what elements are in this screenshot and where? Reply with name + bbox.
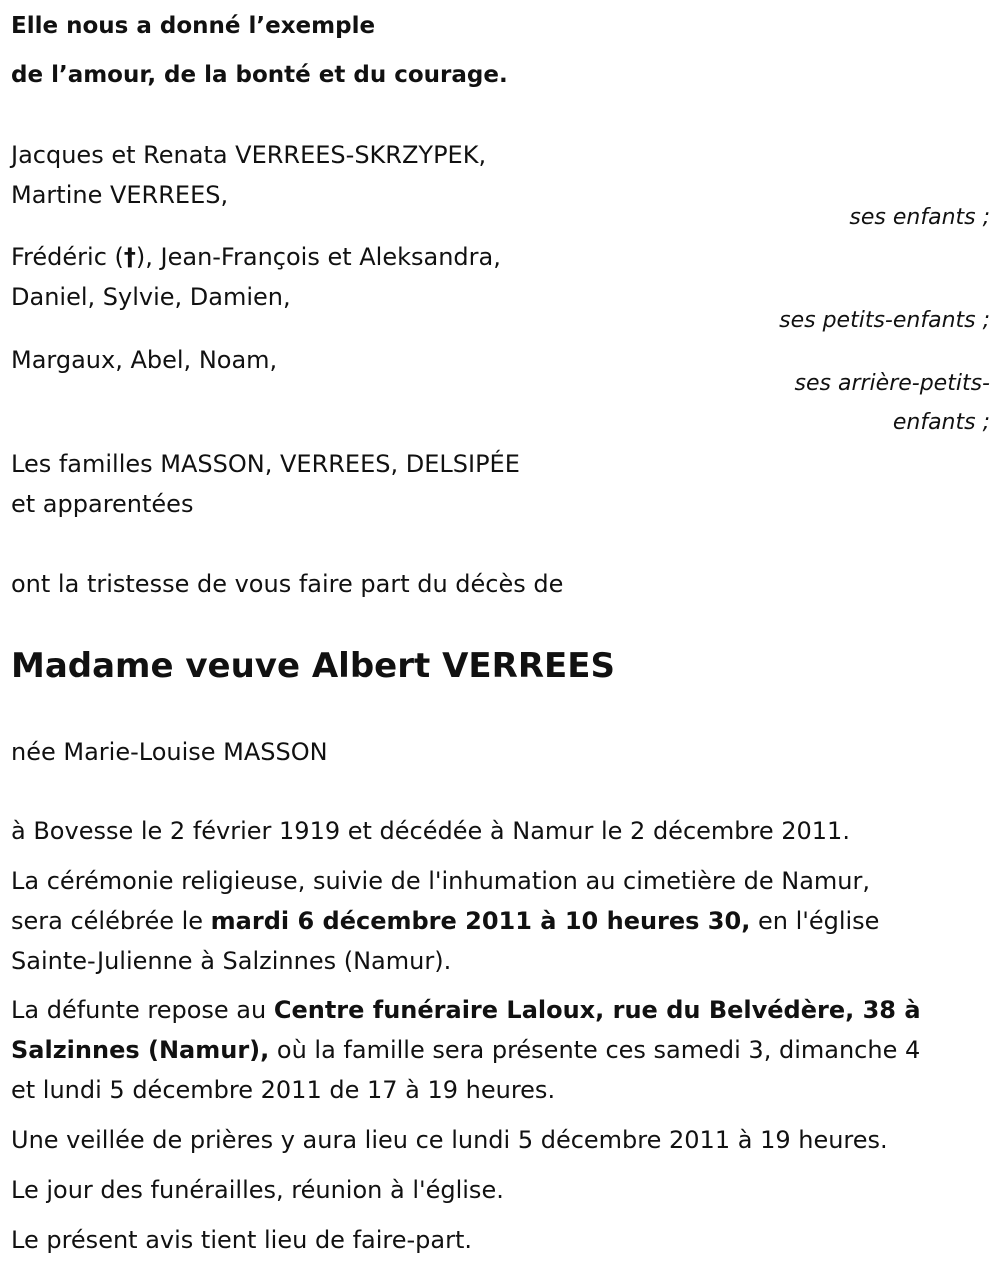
ceremony-line-2-prefix: sera célébrée le: [11, 907, 211, 935]
ceremony-line-1: La cérémonie religieuse, suivie de l'inhumation au cimetière de Namur,: [11, 867, 870, 895]
repose-line-3: et lundi 5 décembre 2011 de 17 à 19 heures.: [11, 1076, 556, 1104]
grandchildren-line-1: [11, 243, 501, 271]
funeral-meeting-text: Le jour des funérailles, réunion à l'église.: [11, 1176, 504, 1204]
verse-line-2: de l’amour, de la bonté et du courage.: [11, 62, 508, 88]
families-line-1: Les familles MASSON, VERREES, DELSIPÉE: [11, 450, 520, 478]
greatgrandchildren-line-1: Margaux, Abel, Noam,: [11, 346, 278, 374]
grandchildren-line-1-end: ), Jean-François et Aleksandra,: [135, 243, 501, 271]
children-line-1: Jacques et Renata VERREES-SKRZYPEK,: [11, 141, 487, 169]
grandchildren-relation: ses petits-enfants ;: [779, 308, 990, 333]
greatgrandchildren-relation-2: enfants ;: [892, 410, 990, 435]
greatgrandchildren-relation-1: ses arrière-petits-: [794, 371, 990, 396]
ceremony-line-2-suffix: en l'église: [750, 907, 880, 935]
families-line-2: et apparentées: [11, 490, 194, 518]
children-line-2: Martine VERREES,: [11, 181, 229, 209]
notice-text: Le présent avis tient lieu de faire-part.: [11, 1226, 473, 1254]
children-relation: ses enfants ;: [849, 205, 990, 230]
ceremony-line-3: Sainte-Julienne à Salzinnes (Namur).: [11, 947, 452, 975]
ceremony-date-time: mardi 6 décembre 2011 à 10 heures 30,: [210, 907, 751, 935]
cross-icon: †: [123, 243, 136, 271]
grandchildren-line-2: Daniel, Sylvie, Damien,: [11, 283, 291, 311]
repose-line-2: [11, 1036, 920, 1064]
birth-name: née Marie-Louise MASSON: [11, 738, 328, 766]
repose-line-1: [11, 996, 921, 1024]
verse-line-1: Elle nous a donné l’exemple: [11, 13, 376, 39]
birth-death-dates: à Bovesse le 2 février 1919 et décédée à Namur le 2 décembre 2011.: [11, 817, 850, 845]
grandchildren-line-1-start: Frédéric (: [11, 243, 124, 271]
funeral-center-address: Centre funéraire Laloux, rue du Belvédère, 38 à: [273, 996, 921, 1024]
funeral-center-city: Salzinnes (Namur),: [11, 1036, 270, 1064]
deceased-name: Madame veuve Albert VERREES: [11, 646, 615, 686]
vigil-text: Une veillée de prières y aura lieu ce lundi 5 décembre 2011 à 19 heures.: [11, 1126, 888, 1154]
announcement-text: ont la tristesse de vous faire part du décès de: [11, 570, 564, 598]
repose-line-1-prefix: La défunte repose au: [11, 996, 274, 1024]
repose-line-2-suffix: où la famille sera présente ces samedi 3, dimanche 4: [269, 1036, 921, 1064]
ceremony-line-2: [11, 907, 879, 935]
